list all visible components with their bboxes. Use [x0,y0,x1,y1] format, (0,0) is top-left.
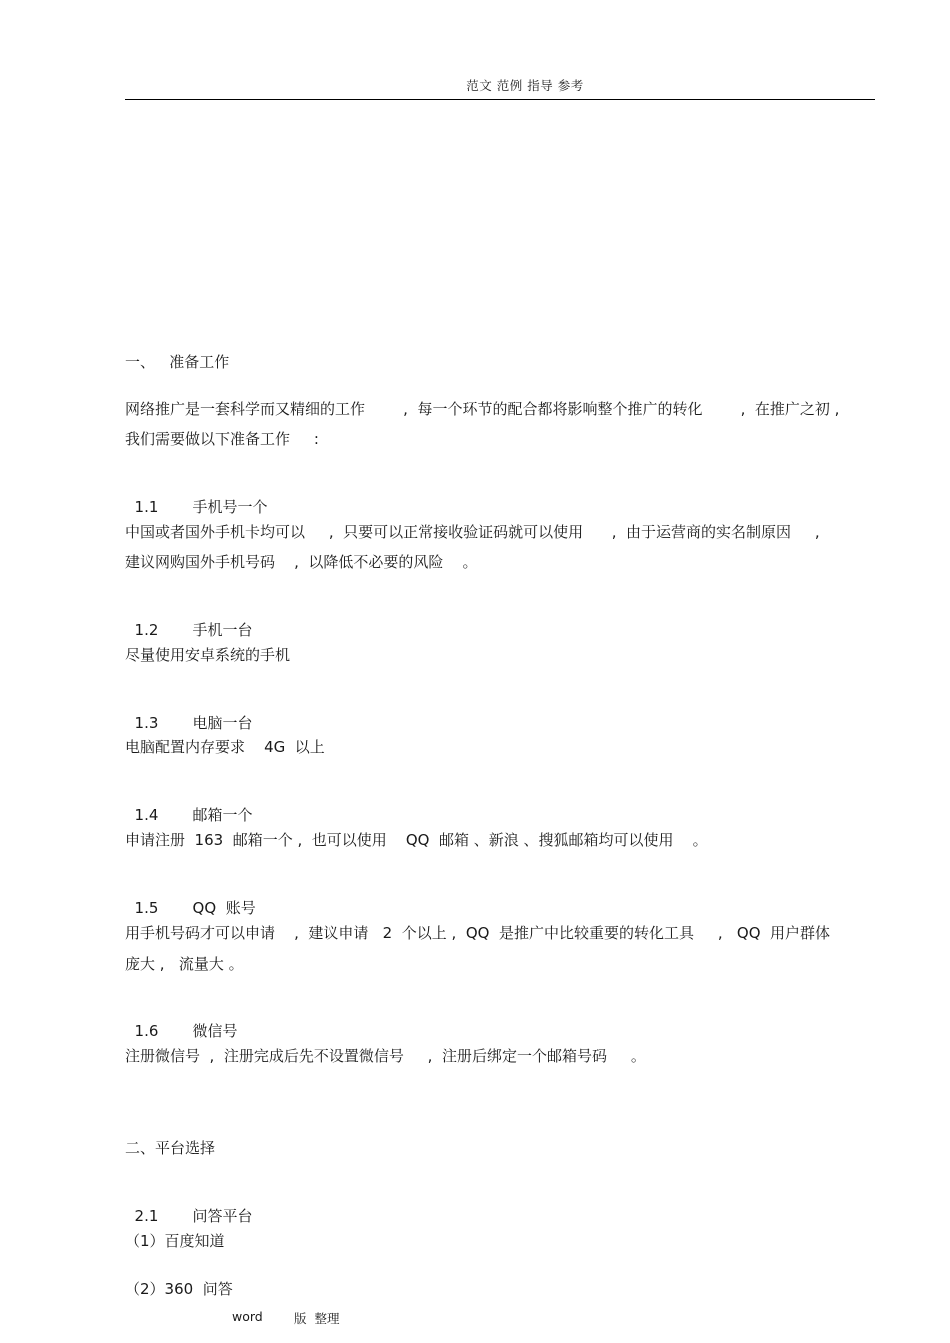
subsection-1-2-heading [125,600,253,640]
subsection-2-1-heading [125,1186,253,1226]
section-1-intro-line-2: 我们需要做以下准备工作 : [125,430,319,448]
subsection-1-3-heading [125,693,253,733]
subsection-number: 1.6 [134,1022,159,1040]
header-rule [125,99,875,100]
subsection-1-3-body: 电脑配置内存要求 4G 以上 [125,738,325,756]
subsection-1-1-body-line-1: 中国或者国外手机卡均可以 , 只要可以正常接收验证码就可以使用 , 由于运营商的实名制原因 , [125,523,820,541]
subsection-number: 2.1 [134,1207,159,1225]
section-2-title: 二、平台选择 [125,1139,216,1157]
subsection-title: 问答平台 [192,1207,253,1225]
subsection-title: 邮箱一个 [192,806,253,824]
page-header: 范文 范例 指导 参考 [466,78,584,93]
subsection-number: 1.2 [134,621,159,639]
subsection-1-5-body-line-1: 用手机号码才可以申请 , 建议申请 2 个以上 , QQ 是推广中比较重要的转化工具 , QQ 用户群体 [125,924,831,942]
section-1-intro-line-1: 网络推广是一套科学而又精细的工作 , 每一个环节的配合都将影响整个推广的转化 , 在推广之初 , [125,400,840,418]
subsection-1-5-heading [125,878,256,918]
subsection-1-1-heading [125,477,268,517]
subsection-1-6-heading [125,1001,238,1041]
section-1-title: 一、 准备工作 [125,353,230,371]
subsection-1-2-body: 尽量使用安卓系统的手机 [125,646,291,664]
footer-left: word [232,1309,263,1324]
subsection-number: 1.1 [134,498,159,516]
subsection-number: 1.3 [134,714,159,732]
subsection-1-6-body: 注册微信号 , 注册完成后先不设置微信号 , 注册后绑定一个邮箱号码 。 [125,1047,646,1065]
subsection-title: 手机号一个 [192,498,268,516]
subsection-1-4-heading [125,785,253,825]
subsection-1-4-body: 申请注册 163 邮箱一个 , 也可以使用 QQ 邮箱 、新浪 、搜狐邮箱均可以使用 。 [125,831,708,849]
subsection-1-1-body-line-2: 建议网购国外手机号码 , 以降低不必要的风险 。 [125,553,478,571]
list-item-2: （2）360 问答 [125,1280,233,1298]
subsection-number: 1.4 [134,806,159,824]
subsection-title: 电脑一台 [192,714,253,732]
subsection-number: 1.5 [134,899,159,917]
subsection-title: 微信号 [192,1022,238,1040]
footer-right: 版 整理 [294,1311,340,1326]
subsection-1-5-body-line-2: 庞大 , 流量大 。 [125,955,244,973]
list-item-1: （1）百度知道 [125,1232,225,1250]
subsection-title: 手机一台 [192,621,253,639]
subsection-title: QQ 账号 [192,899,256,917]
